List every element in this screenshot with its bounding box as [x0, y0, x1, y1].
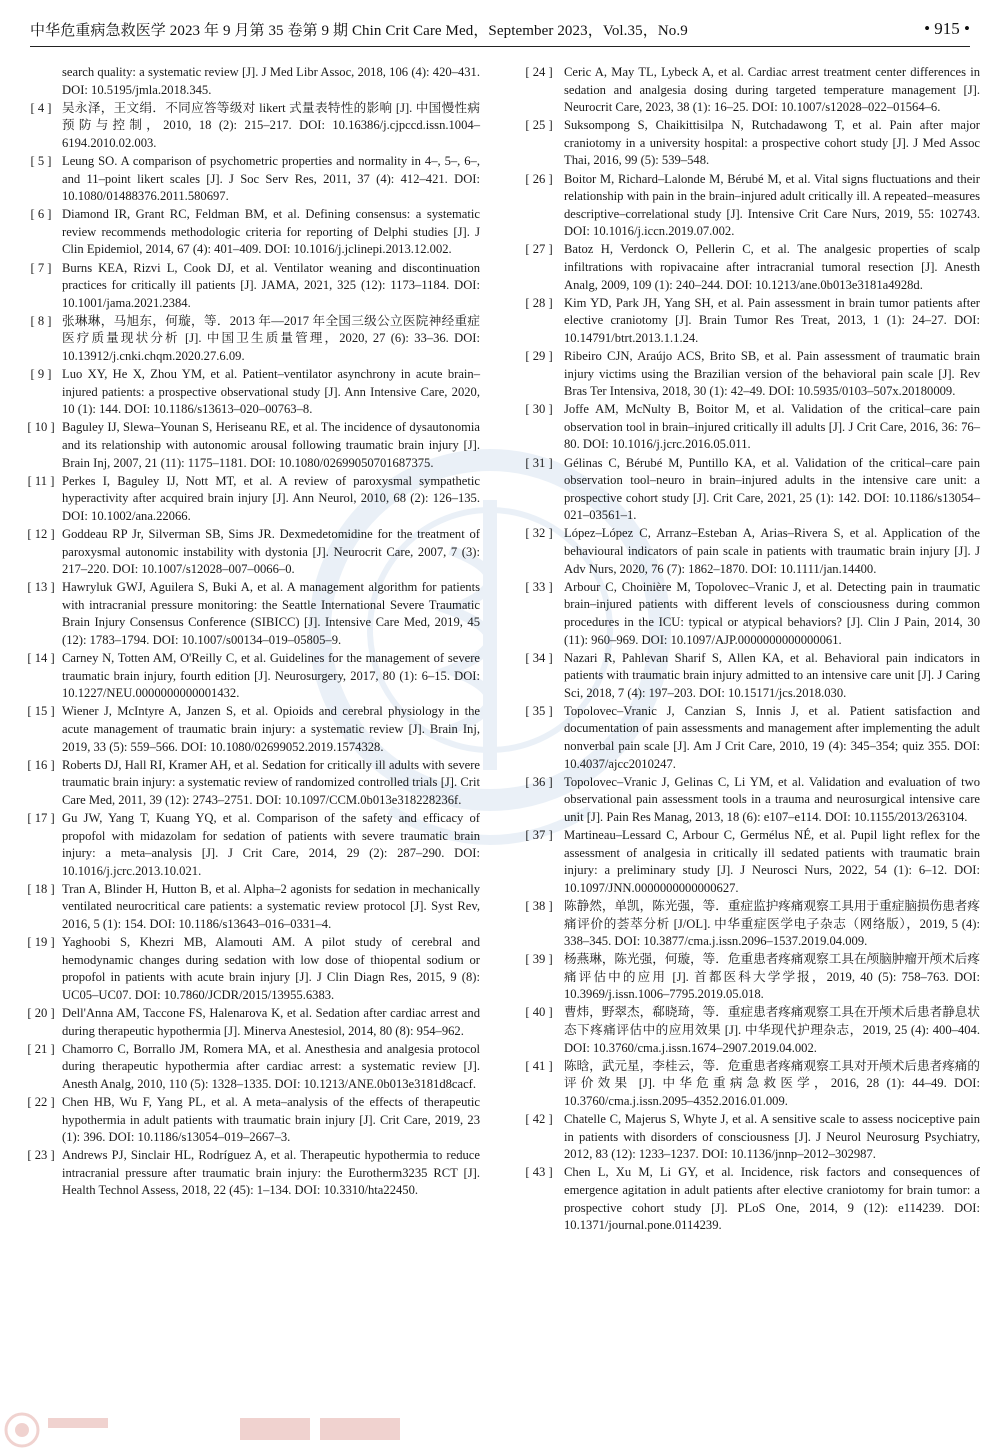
reference-item [522, 295, 980, 348]
reference-item [522, 171, 980, 241]
reference-number: [ 11 ] [27, 473, 55, 488]
reference-item [27, 419, 480, 472]
reference-item [27, 473, 480, 526]
reference-item [522, 525, 980, 578]
reference-text: Suksompong S, Chaikittisilpa N, Rutchadawong T, et al. Pain after major craniotomy in a university hospital: a prospective cohort study [J]. J Med Assoc Thai, 2016, 99 (5): 539–548. [564, 118, 980, 168]
reference-item [30, 153, 480, 206]
reference-number: [ 31 ] [525, 455, 553, 470]
reference-text: Kim YD, Park JH, Yang SH, et al. Pain assessment in brain tumor patients after elective craniotomy [J]. Brain Tumor Res Treat, 2013, 1 (1): 24–27. DOI: 10.14791/btrt.2013.1.1.24. [564, 295, 980, 345]
reference-number: [ 9 ] [30, 367, 52, 382]
reference-item [27, 810, 480, 880]
reference-number: [ 24 ] [525, 65, 553, 79]
reference-text: Yaghoobi S, Khezri MB, Alamouti AM. A pilot study of cerebral and hemodynamic changes during sedation with low dose of thiopental sodium or propofol in patients with acute brain injury [J]. J Clin Diagn Res, 2015, 9 (8): UC05–UC07. DOI: 10.7860/JCDR/2015/13955.6383. [62, 935, 480, 1002]
reference-item [30, 313, 480, 366]
reference-number: [ 13 ] [27, 580, 55, 595]
reference-text: 曹炜，野翠杰，郗晓琦，等．重症患者疼痛观察工具在开颅术后患者静息状态下疼痛评估中的应用效果 [J]. 中华现代护理杂志，2019, 25 (4): 400–404. DOI: 10.3760/cma.j.issn.1674–2907.2019.04.002. [564, 1005, 980, 1055]
reference-number: [ 30 ] [525, 402, 553, 417]
reference-item [30, 366, 480, 419]
reference-item [27, 703, 480, 756]
reference-number: [ 7 ] [30, 260, 52, 275]
reference-text: Andrews PJ, Sinclair HL, Rodríguez A, et al. Therapeutic hypothermia to reduce intracranial pressure after traumatic brain injury: the Eurotherm3235 RCT [J]. Health Technol Assess, 2018, 22 (45): 1–134. DOI: 10.3310/hta22450. [62, 1148, 480, 1198]
reference-item [522, 241, 980, 294]
reference-text: Joffe AM, McNulty B, Boitor M, et al. Validation of the critical–care pain observation tool in brain–injured critically ill adults [J]. J Crit Care, 2016, 36: 76–80. DOI: 10.1016/j.jcrc.2016.05.011. [564, 402, 980, 452]
header-rule [30, 46, 970, 47]
reference-number: [ 15 ] [27, 704, 55, 719]
reference-number: [ 5 ] [30, 153, 52, 168]
reference-number: [ 10 ] [27, 420, 55, 435]
reference-number: [ 25 ] [525, 118, 553, 133]
reference-item [522, 579, 980, 649]
reference-text: Topolovec–Vranic J, Gelinas C, Li YM, et al. Validation and evaluation of two observational pain assessment tools in a trauma and neurosurgical intensive care unit [J]. Pain Res Manag, 2013, 18 (6): e107–e114. DOI: 10.1155/2013/263104. [564, 774, 980, 824]
reference-number: [ 36 ] [525, 774, 553, 789]
reference-item [62, 64, 480, 99]
reference-number: [ 4 ] [30, 100, 52, 115]
reference-text: Hawryluk GWJ, Aguilera S, Buki A, et al. A management algorithm for patients with intracranial pressure monitoring: the Seattle International Severe Traumatic Brain Injury Consensus Conference (SIBICC) [J]. Intensive Care Med, 2019, 45 (12): 1783–1794. DOI: 10.1007/s00134–019–05805–9. [62, 580, 480, 647]
reference-text: Roberts DJ, Hall RI, Kramer AH, et al. Sedation for critically ill adults with severe traumatic brain injury: a systematic review of randomized controlled trials [J]. Crit Care Med, 2011, 39 (12): 2743–2751. DOI: 10.1097/CCM.0b013e318228236f. [62, 757, 480, 807]
reference-item [522, 64, 980, 117]
reference-text: Diamond IR, Grant RC, Feldman BM, et al. Defining consensus: a systematic review recommends methodologic criteria for reporting of Delphi studies [J]. J Clin Epidemiol, 2014, 67 (4): 401–409. DOI: 10.1016/j.jclinepi.2013.12.002. [62, 207, 480, 257]
reference-number: [ 29 ] [525, 349, 553, 363]
reference-number: [ 6 ] [30, 207, 52, 222]
reference-item [522, 951, 980, 1004]
reference-item [522, 1058, 980, 1111]
reference-number: [ 8 ] [30, 313, 52, 328]
reference-number: [ 14 ] [27, 651, 55, 666]
reference-number: [ 26 ] [525, 171, 553, 186]
reference-text: Chen HB, Wu F, Yang PL, et al. A meta–analysis of the effects of therapeutic hypothermia in adult patients with traumatic brain injury [J]. Crit Care, 2019, 23 (1): 396. DOI: 10.1186/s13054–019–2667–3. [62, 1094, 480, 1145]
reference-item [30, 100, 480, 153]
reference-number: [ 16 ] [27, 757, 55, 772]
reference-number: [ 42 ] [525, 1112, 553, 1127]
reference-text: Topolovec–Vranic J, Canzian S, Innis J, et al. Patient satisfaction and documentation of pain assessments and management after implementing the adult nonverbal pain scale [J]. Am J Crit Care, 2010, 19 (4): 345–354; quiz 355. DOI: 10.4037/ajcc2010247. [564, 703, 980, 771]
reference-text: Batoz H, Verdonck O, Pellerin C, et al. The analgesic properties of scalp infiltrations with ropivacaine after intracranial tumoral resection [J]. Anesth Analg, 2009, 109 (1): 240–244. DOI: 10.1213/ane.0b013e3181a4928d. [564, 242, 980, 292]
reference-item [522, 650, 980, 703]
reference-number: [ 38 ] [525, 898, 553, 913]
reference-number: [ 43 ] [525, 1165, 553, 1180]
reference-text: Burns KEA, Rizvi L, Cook DJ, et al. Ventilator weaning and discontinuation practices for critically ill patients [J]. JAMA, 2021, 325 (12): 1173–1184. DOI: 10.1001/jama.2021.2384. [62, 260, 480, 310]
reference-item [30, 206, 480, 259]
reference-item [522, 401, 980, 454]
reference-text: 张琳琳，马旭东，何璇，等．2013 年—2017 年全国三级公立医院神经重症医疗质量现状分析 [J]. 中国卫生质量管理，2020, 27 (6): 33–36. DOI: 10.13912/j.cnki.chqm.2020.27.6.09. [62, 313, 480, 363]
reference-text: Dell'Anna AM, Taccone FS, Halenarova K, et al. Sedation after cardiac arrest and during therapeutic hypothermia [J]. Minerva Anestesiol, 2014, 80 (8): 954–962. [62, 1005, 480, 1038]
reference-number: [ 41 ] [525, 1058, 553, 1073]
reference-number: [ 33 ] [525, 579, 553, 594]
reference-text: 杨燕琳，陈光强，何璇，等．危重患者疼痛观察工具在颅脑肿瘤开颅术后疼痛评估中的应用 [J]. 首都医科大学学报，2019, 40 (5): 758–763. DOI: 10.3969/j.issn.1006–7795.2019.05.018. [564, 952, 980, 1002]
reference-number: [ 35 ] [525, 703, 553, 718]
reference-item [522, 898, 980, 951]
reference-number: [ 37 ] [525, 828, 553, 843]
publisher-logo-icon [0, 1410, 470, 1450]
reference-item [522, 827, 980, 897]
reference-column-left [27, 64, 480, 1201]
reference-number: [ 22 ] [27, 1094, 55, 1109]
reference-item [27, 881, 480, 934]
reference-item [522, 348, 980, 401]
reference-number: [ 40 ] [525, 1005, 553, 1020]
reference-text: Carney N, Totten AM, O'Reilly C, et al. Guidelines for the management of severe traumatic brain injury, fourth edition [J]. Neurosurgery, 2017, 80 (1): 6–15. DOI: 10.1227/NEU.0000000000001432. [62, 651, 480, 701]
reference-number: [ 39 ] [525, 952, 553, 967]
reference-text: Perkes I, Baguley IJ, Nott MT, et al. A review of paroxysmal sympathetic hyperactivity after acquired brain injury [J]. Ann Neurol, 2010, 68 (2): 126–135. DOI: 10.1002/ana.22066. [62, 473, 480, 523]
reference-text: 陈静然，单凯，陈光强，等．重症监护疼痛观察工具用于重症脑损伤患者疼痛评价的荟萃分析 [J/OL]. 中华重症医学电子杂志（网络版），2019, 5 (4): 338–345. DOI: 10.3877/cma.j.issn.2096–1537.2019.04.009. [564, 898, 980, 949]
reference-item [522, 1164, 980, 1234]
reference-text: Ribeiro CJN, Araújo ACS, Brito SB, et al. Pain assessment of traumatic brain injury victims using the Brazilian version of the behavioral pain scale [J]. Rev Bras Ter Intensiva, 2018, 30 (1): 42–49. DOI: 10.5935/0103–507x.20180009. [564, 349, 980, 399]
reference-text: Goddeau RP Jr, Silverman SB, Sims JR. Dexmedetomidine for the treatment of paroxysmal autonomic instability with dystonia [J]. Neurocrit Care, 2007, 7 (3): 217–220. DOI: 10.1007/s12028–007–0066–0. [62, 526, 480, 577]
reference-text: Gélinas C, Bérubé M, Puntillo KA, et al. Validation of the critical–care pain observation tool–neuro in brain–injured adults in the intensive care unit: a prospective cohort study [J]. Crit Care, 2021, 25 (1): 142. DOI: 10.1186/s13054–021–03561–1. [564, 455, 980, 523]
reference-text: Luo XY, He X, Zhou YM, et al. Patient–ventilator asynchrony in acute brain–injured patients: a prospective observational study [J]. Ann Intensive Care, 2020, 10 (1): 144. DOI: 10.1186/s13613–020–00763–8. [62, 367, 480, 417]
reference-text: Chatelle C, Majerus S, Whyte J, et al. A sensitive scale to assess nociceptive pain in patients with disorders of consciousness [J]. J Neurol Neurosurg Psychiatry, 2012, 83 (12): 1233–1237. DOI: 10.1136/jnnp–2012–302987. [564, 1112, 980, 1162]
reference-item [27, 934, 480, 1004]
reference-text: López–López C, Arranz–Esteban A, Arias–Rivera S, et al. Application of the behavioural indicators of pain scale in patients with traumatic brain injury [J]. J Adv Nurs, 2020, 76 (7): 1862–1870. DOI: 10.1111/jan.14400. [564, 526, 980, 576]
reference-text: Wiener J, McIntyre A, Janzen S, et al. Opioids and cerebral physiology in the acute management of traumatic brain injury: a systematic review [J]. Brain Inj, 2019, 33 (5): 559–566. DOI: 10.1080/02699052.2019.1574328. [62, 704, 480, 754]
reference-item [522, 1004, 980, 1057]
reference-text: 吴永泽，王文绢．不同应答等级对 likert 式量表特性的影响 [J]. 中国慢性病预防与控制，2010, 18 (2): 215–217. DOI: 10.16386/j.cjpccd.issn.1004–6194.2010.02.003. [62, 100, 480, 150]
page-number: • 915 • [924, 19, 970, 38]
reference-number: [ 19 ] [27, 935, 55, 950]
reference-text: Chen L, Xu M, Li GY, et al. Incidence, risk factors and consequences of emergence agitation in adult patients after elective craniotomy for brain tumor: a prospective cohort study [J]. PLoS One, 2014, 9 (12): e114239. DOI: 10.1371/journal.pone.0114239. [564, 1165, 980, 1233]
reference-number: [ 12 ] [27, 526, 55, 541]
reference-number: [ 23 ] [27, 1148, 55, 1163]
reference-number: [ 18 ] [27, 881, 55, 896]
reference-item [27, 650, 480, 703]
reference-item [27, 579, 480, 649]
reference-column-right [522, 64, 980, 1235]
reference-item [522, 455, 980, 525]
reference-number: [ 20 ] [27, 1005, 55, 1020]
reference-text: Leung SO. A comparison of psychometric properties and normality in 4–, 5–, 6–, and 11–point likert scales [J]. J Soc Serv Res, 2011, 37 (4): 412–421. DOI: 10.1080/01488376.2011.580697. [62, 153, 480, 204]
reference-item [522, 1111, 980, 1164]
running-header [30, 14, 970, 44]
reference-item [30, 260, 480, 313]
reference-text: Gu JW, Yang T, Kuang YQ, et al. Comparison of the safety and efficacy of propofol with midazolam for sedation of patients with severe traumatic brain injury: a meta–analysis [J]. J Crit Care, 2014, 29 (2): 287–290. DOI: 10.1016/j.jcrc.2013.10.021. [62, 810, 480, 878]
reference-number: [ 28 ] [525, 295, 553, 310]
reference-item [27, 757, 480, 810]
reference-item [27, 1094, 480, 1147]
reference-text: Arbour C, Choinière M, Topolovec–Vranic J, et al. Detecting pain in traumatic brain–injured patients with different levels of consciousness during common procedures in the ICU: typical or atypical behaviors? [J]. Clin J Pain, 2014, 30 (11): 960–969. DOI: 10.1097/AJP.0000000000000061. [564, 579, 980, 647]
reference-number: [ 32 ] [525, 526, 553, 541]
reference-number: [ 17 ] [27, 810, 55, 825]
reference-text: search quality: a systematic review [J]. J Med Libr Assoc, 2018, 106 (4): 420–431. DOI: 10.5195/jmla.2018.345. [62, 65, 480, 97]
reference-number: [ 21 ] [27, 1041, 55, 1056]
reference-text: Chamorro C, Borrallo JM, Romera MA, et al. Anesthesia and analgesia protocol during therapeutic hypothermia after cardiac arrest: a systematic review [J]. Anesth Analg, 2010, 110 (5): 1328–1335. DOI: 10.1213/ANE.0b013e3181d8cacf. [62, 1041, 480, 1091]
reference-text: Boitor M, Richard–Lalonde M, Bérubé M, et al. Vital signs fluctuations and their relationship with pain in the brain–injured adult critically ill. A repeated–measures descriptive–correlational study [J]. Intensive Crit Care Nurs, 2019, 55: 102743. DOI: 10.1016/j.iccn.2019.07.002. [564, 171, 980, 239]
reference-text: Ceric A, May TL, Lybeck A, et al. Cardiac arrest treatment center differences in sedation and analgesia dosing during targeted temperature management [J]. Neurocrit Care, 2023, 38 (1): 16–25. DOI: 10.1007/s12028–022–01564–6. [564, 65, 980, 115]
reference-text: Tran A, Blinder H, Hutton B, et al. Alpha–2 agonists for sedation in mechanically ventilated neurocritical care patients: a systematic review protocol [J]. Syst Rev, 2016, 5 (1): 154. DOI: 10.1186/s13643–016–0331–4. [62, 881, 480, 931]
reference-item [27, 1147, 480, 1200]
reference-item [27, 1005, 480, 1040]
reference-number: [ 27 ] [525, 242, 553, 257]
reference-item [27, 526, 480, 579]
reference-item [522, 703, 980, 773]
reference-item [27, 1041, 480, 1094]
reference-text: Baguley IJ, Slewa–Younan S, Heriseanu RE, et al. The incidence of dysautonomia and its relationship with autonomic arousal following traumatic brain injury [J]. Brain Inj, 2007, 21 (11): 1175–1181. DOI: 10.1080/02699050701687375. [62, 420, 480, 470]
reference-text: 陈晗，武元星，李桂云，等．危重患者疼痛观察工具对开颅术后患者疼痛的评价效果 [J]. 中华危重病急救医学，2016, 28 (1): 44–49. DOI: 10.3760/cma.j.issn.2095–4352.2016.01.009. [564, 1058, 980, 1108]
reference-text: Nazari R, Pahlevan Sharif S, Allen KA, et al. Behavioral pain indicators in patients with traumatic brain injury admitted to an intensive care unit [J]. J Caring Sci, 2018, 7 (4): 197–203. DOI: 10.15171/jcs.2018.030. [564, 650, 980, 700]
reference-number: [ 34 ] [525, 650, 553, 665]
reference-item [522, 117, 980, 170]
reference-item [522, 774, 980, 827]
journal-header-title: 中华危重病急救医学 2023 年 9 月第 35 卷第 9 期 Chin Crit Care Med，September 2023，Vol.35，No.9 [30, 22, 688, 39]
reference-text: Martineau–Lessard C, Arbour C, Germélus NÉ, et al. Pupil light reflex for the assessment of analgesia in critically ill sedated patients with traumatic brain injury: a preliminary study [J]. J Neurosci Nurs, 2022, 54 (1): 6–12. DOI: 10.1097/JNN.0000000000000627. [564, 828, 980, 895]
